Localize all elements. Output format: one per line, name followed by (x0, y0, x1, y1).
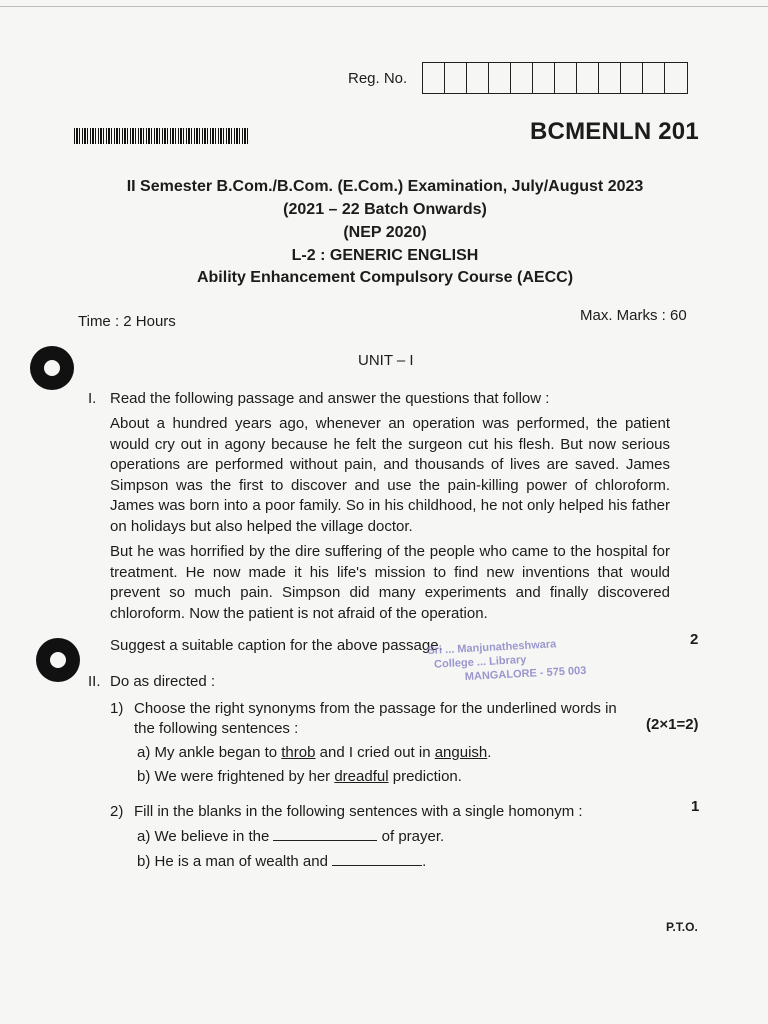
q2-instruction: Do as directed : (110, 673, 216, 690)
blank-line (332, 853, 422, 866)
time-allowed: Time : 2 Hours (78, 313, 176, 330)
q1-passage-para2: But he was horrified by the dire suffering of the people who came to the hospital for treatment. He now made it his life's mission to find new inventions that would prevent so much pain. Simpson did many experiments and finally discovered chloroform. Now the patient is not afraid of the operation. (110, 543, 670, 622)
batch-line: (2021 – 22 Batch Onwards) (283, 201, 487, 218)
blank-line (273, 828, 377, 841)
q2-number: II. (88, 673, 101, 690)
underlined-word-throb: throb (281, 744, 316, 761)
q1-question: Suggest a suitable caption for the above passage. (110, 637, 443, 654)
scan-edge-line (0, 6, 768, 7)
underlined-word-dreadful: dreadful (334, 768, 389, 785)
q1-instruction: Read the following passage and answer the questions that follow : (110, 390, 550, 407)
q2-sub2-b: b) He is a man of wealth and . (137, 853, 427, 870)
max-marks: Max. Marks : 60 (580, 307, 687, 324)
barcode (74, 128, 248, 144)
q2-sub1-a: a) My ankle began to throb and I cried out in anguish. (137, 744, 492, 761)
q2-sub1-number: 1) (110, 700, 124, 717)
subject-line: L-2 : GENERIC ENGLISH (291, 247, 479, 264)
q2-sub1-text-line2: the following sentences : (134, 720, 299, 737)
q1-marks: 2 (690, 631, 699, 648)
reg-no-boxes (422, 62, 688, 94)
pto-label: P.T.O. (666, 920, 698, 934)
unit-heading: UNIT – I (358, 352, 414, 369)
q2-sub2-a: a) We believe in the of prayer. (137, 828, 445, 845)
nep-line: (NEP 2020) (343, 224, 427, 241)
course-code: BCMENLN 201 (530, 118, 699, 145)
q2-sub1-text-line1: Choose the right synonyms from the passage for the underlined words in (134, 700, 617, 717)
q2-sub2-text: Fill in the blanks in the following sentences with a single homonym : (134, 803, 583, 820)
reg-no-label: Reg. No. (348, 70, 408, 87)
punch-hole-bottom (36, 638, 80, 682)
q2-sub1-b: b) We were frightened by her dreadful prediction. (137, 768, 462, 785)
q2-sub2-number: 2) (110, 803, 124, 820)
q1-number: I. (88, 390, 97, 407)
library-stamp: Sri ... Manjunatheshwara College ... Library MANGALORE - 575 003 (427, 638, 587, 684)
q2-sub1-marks: (2×1=2) (646, 716, 699, 733)
exam-title: II Semester B.Com./B.Com. (E.Com.) Examination, July/August 2023 (126, 178, 644, 195)
q2-sub2-marks: 1 (691, 798, 700, 815)
punch-hole-top (30, 346, 74, 390)
underlined-word-anguish: anguish (434, 744, 488, 761)
course-line: Ability Enhancement Compulsory Course (AECC) (196, 269, 574, 286)
q1-passage-para1: About a hundred years ago, whenever an operation was performed, the patient would cry out in agony because he felt the surgeon cut his flesh. But now serious operations are performed without pain, and thousands of lives are saved. James Simpson was the first to discover and use the pain-killing power of chloroform. James was born into a poor family. So in his childhood, he not only helped his father on holidays but also helped the village doctor. (110, 415, 670, 535)
